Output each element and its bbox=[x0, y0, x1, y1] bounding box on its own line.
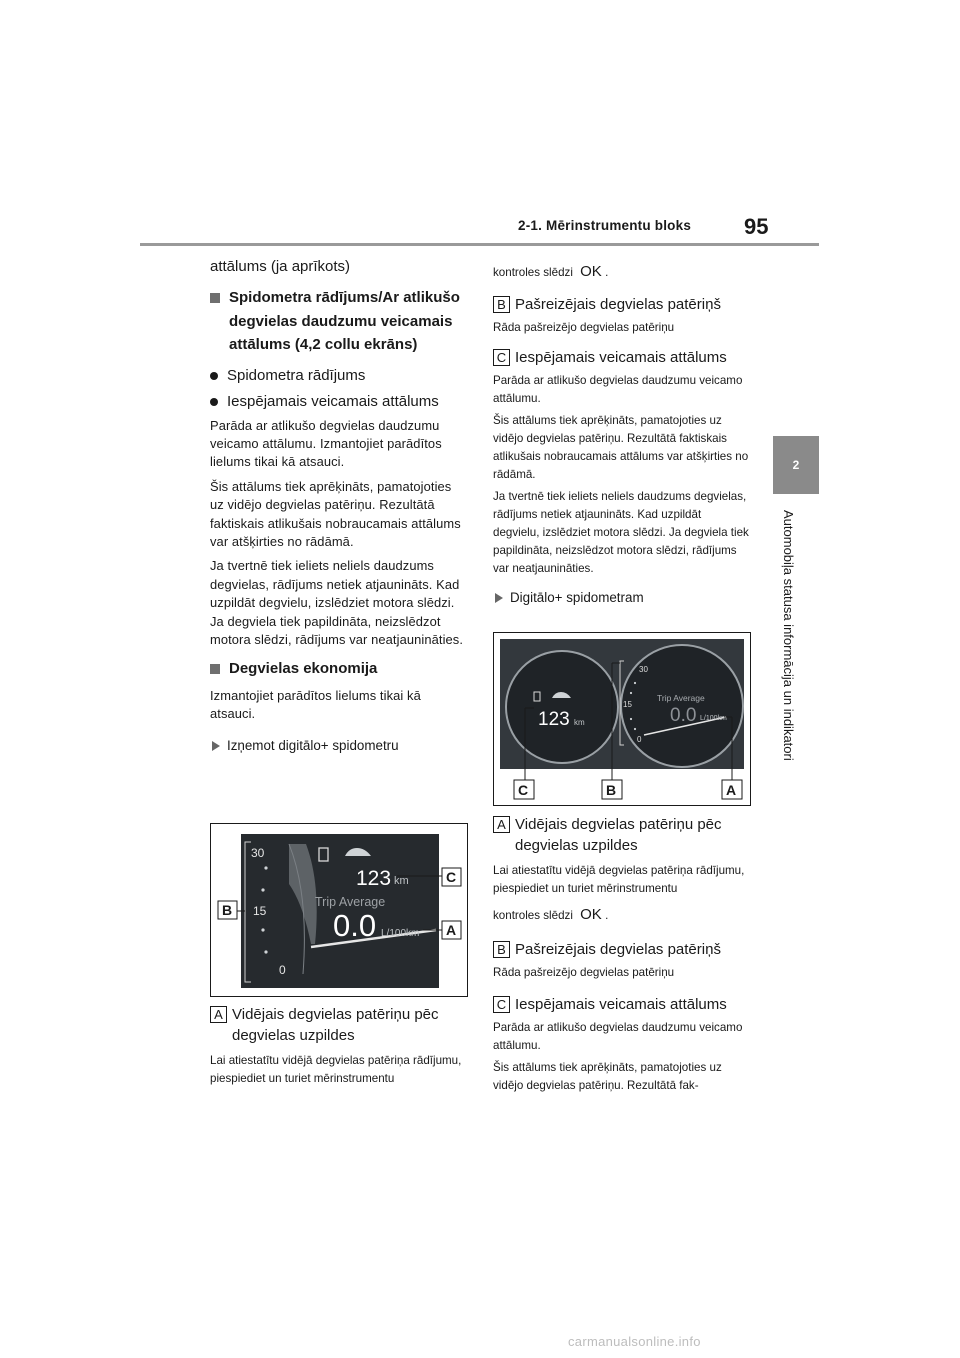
label-c-text: Ja tvertnē tiek ieliets neliels daudzums degvielas, rādījums netiek atjaunināts. Kad uzpildāt degvielu, izslēdziet motora slēdzi. Ja degviela tiek papildināta, neizslēdzot motora slēdzi, rādījums var neatjaunināties. bbox=[493, 490, 749, 575]
scale-mid: 15 bbox=[253, 904, 267, 918]
chapter-side-title: Automobiļa statusa informācija un indikatori bbox=[781, 510, 796, 761]
label-b-item bbox=[493, 294, 749, 315]
callout-a: A bbox=[726, 782, 737, 798]
left-column bbox=[210, 256, 468, 756]
sub-heading-digital: Digitālo+ spidometram bbox=[493, 588, 749, 608]
ok-switch-glyph: OK bbox=[580, 263, 602, 280]
trip-unit: L/100km bbox=[700, 715, 727, 722]
label-a-text: Lai atiestatītu vidējā degvielas patēriņa rādījumu, piespiediet un turiet mērinstrumentu bbox=[210, 1054, 462, 1085]
range-value: 123 bbox=[356, 867, 392, 890]
label-a-item bbox=[210, 1004, 468, 1046]
range-unit: km bbox=[574, 718, 585, 727]
callout-a: A bbox=[446, 922, 457, 938]
paragraph: Šis attālums tiek aprēķināts, pamatojoties uz vidējo degvielas patēriņu. Rezultātā faktiskais atlikušais nobraucamais attālums var atšķirties no rādāmā. bbox=[210, 478, 461, 549]
label-c-text: Parāda ar atlikušo degvielas daudzumu veicamo attālumu. bbox=[493, 374, 743, 405]
trip-value: 0.0 bbox=[333, 908, 377, 943]
heading-speedometer: Spidometra rādījums/Ar atlikušo degvielas daudzumu veicamais attālums (4,2 collu ekrāns) bbox=[210, 286, 468, 357]
figure-meter-4-2 bbox=[210, 823, 468, 997]
ok-switch-glyph: OK bbox=[580, 906, 602, 923]
continued-text: kontroles slēdzi OK . bbox=[493, 263, 609, 280]
watermark: carmanualsonline.info bbox=[568, 1334, 701, 1349]
heading-fuel-economy: Degvielas ekonomija bbox=[210, 657, 468, 681]
label-a-box: A bbox=[493, 816, 510, 833]
range-value: 123 bbox=[538, 709, 570, 730]
label-a-text: Lai atiestatītu vidējā degvielas patēriņa rādījumu, piespiediet un turiet mērinstrumentu bbox=[493, 864, 745, 895]
label-b-item bbox=[493, 939, 749, 960]
scale-top: 30 bbox=[639, 665, 648, 674]
label-a-title: Vidējais degvielas patēriņu pēc degvielas uzpildes bbox=[232, 1006, 439, 1044]
trip-unit: L/100km bbox=[381, 928, 420, 939]
figure-meter-digital bbox=[493, 632, 751, 806]
callout-c: C bbox=[446, 869, 457, 885]
label-c-box: C bbox=[493, 996, 510, 1013]
label-a-box: A bbox=[210, 1006, 227, 1023]
paragraph: Parāda ar atlikušo degvielas daudzumu veicamo attālumu. Izmantojiet parādītos lielums tikai kā atsauci. bbox=[210, 417, 442, 470]
label-c-title: Iespējamais veicamais attālums bbox=[515, 349, 727, 366]
label-b-box: B bbox=[493, 941, 510, 958]
paragraph: Izmantojiet parādītos lielums tikai kā atsauci. bbox=[210, 687, 421, 722]
callout-b: B bbox=[606, 782, 617, 798]
sub-heading-except-digital: Izņemot digitālo+ spidometru bbox=[210, 736, 468, 756]
label-b-text: Rāda pašreizējo degvielas patēriņu bbox=[493, 966, 675, 979]
label-c-text: Parāda ar atlikušo degvielas daudzumu veicamo attālumu. bbox=[493, 1021, 743, 1052]
label-a-item bbox=[493, 814, 749, 856]
trip-label: Trip Average bbox=[315, 895, 386, 909]
trip-value: 0.0 bbox=[670, 705, 697, 726]
label-b-box: B bbox=[493, 296, 510, 313]
scale-bottom: 0 bbox=[637, 735, 642, 744]
header-rule bbox=[140, 243, 819, 246]
section-title: 2-1. Mērinstrumentu bloks bbox=[518, 218, 692, 233]
label-c-item bbox=[493, 347, 749, 368]
label-c-box: C bbox=[493, 349, 510, 366]
bullet-speedometer: Spidometra rādījums bbox=[210, 365, 468, 387]
digital-meter-illustration bbox=[494, 633, 750, 805]
callout-c: C bbox=[518, 782, 529, 798]
paragraph: Ja tvertnē tiek ieliets neliels daudzums degvielas, rādījums netiek atjaunināts. Kad uzpildāt degvielu, izslēdziet motora slēdzi. Ja degviela tiek papildināta, neizslēdzot motora slēdzi, rādījums var neatjaunināties. bbox=[210, 558, 464, 647]
continued-text: kontroles slēdzi OK . bbox=[493, 906, 609, 923]
left-column-bottom bbox=[210, 1004, 468, 1088]
label-b-title: Pašreizējais degvielas patēriņš bbox=[515, 296, 721, 313]
bullet-range: Iespējamais veicamais attālums bbox=[210, 391, 468, 413]
scale-bottom: 0 bbox=[279, 963, 286, 977]
right-column-bottom bbox=[493, 814, 749, 1095]
label-a-title: Vidējais degvielas patēriņu pēc degvielas uzpildes bbox=[515, 816, 722, 854]
continued-text: attālums (ja aprīkots) bbox=[210, 258, 351, 275]
page-number: 95 bbox=[744, 214, 769, 239]
meter-illustration bbox=[211, 824, 467, 996]
label-b-title: Pašreizējais degvielas patēriņš bbox=[515, 941, 721, 958]
label-c-item bbox=[493, 994, 749, 1015]
trip-label: Trip Average bbox=[657, 693, 705, 703]
label-c-title: Iespējamais veicamais attālums bbox=[515, 996, 727, 1013]
chapter-tab: 2 bbox=[773, 436, 819, 494]
scale-top: 30 bbox=[251, 846, 265, 860]
right-column bbox=[493, 263, 749, 608]
callout-b: B bbox=[222, 902, 233, 918]
label-c-text: Šis attālums tiek aprēķināts, pamatojoties uz vidējo degvielas patēriņu. Rezultātā faktiskais atlikušais nobraucamais attālums var atšķirties no rādāmā. bbox=[493, 414, 749, 481]
label-b-text: Rāda pašreizējo degvielas patēriņu bbox=[493, 321, 675, 334]
range-unit: km bbox=[394, 875, 409, 887]
label-c-text: Šis attālums tiek aprēķināts, pamatojoties uz vidējo degvielas patēriņu. Rezultātā fak- bbox=[493, 1061, 722, 1092]
scale-mid: 15 bbox=[623, 700, 632, 709]
